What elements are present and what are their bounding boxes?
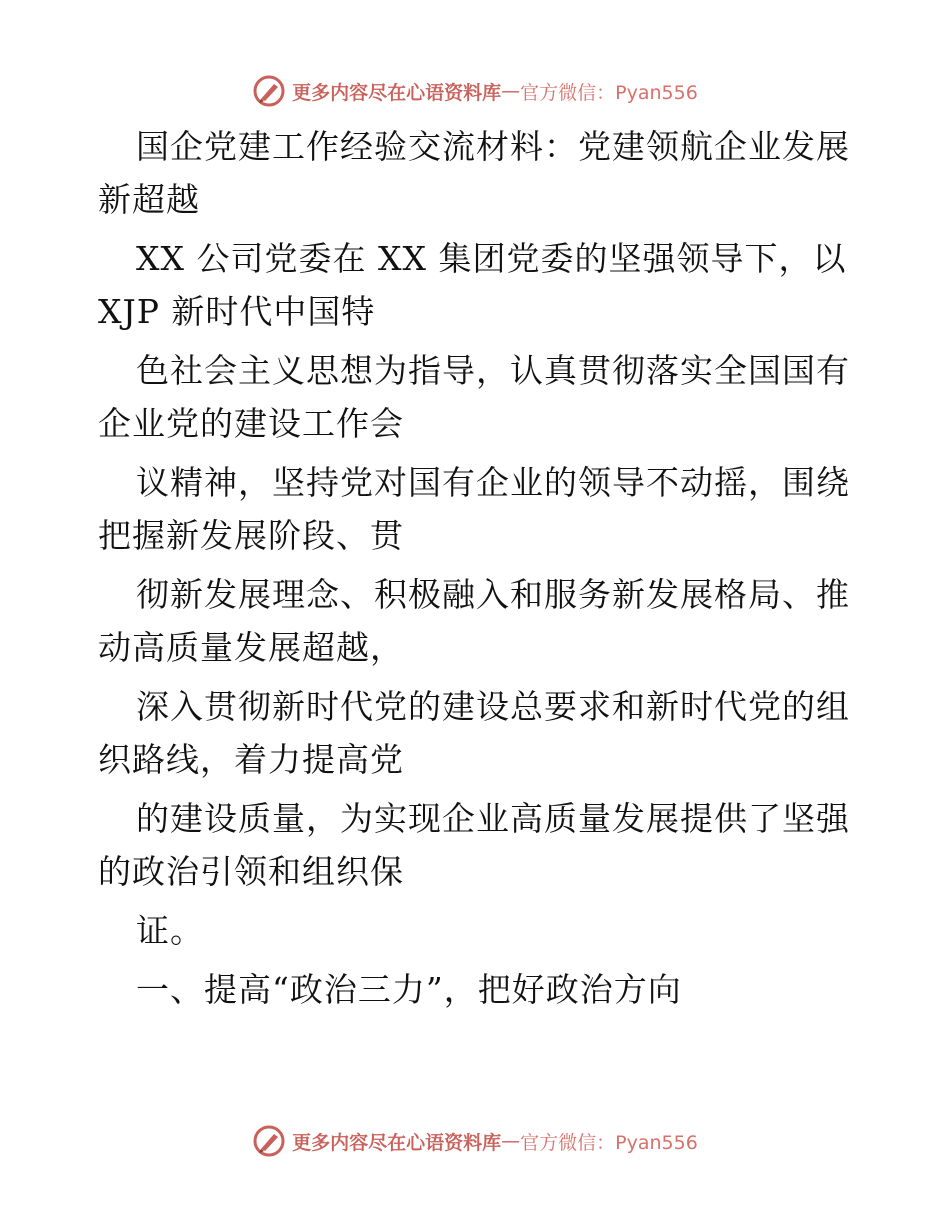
- pen-circle-logo-icon: [252, 1124, 286, 1158]
- body-paragraph-3: 议精神，坚持党对国有企业的领导不动摇，围绕把握新发展阶段、贯: [98, 463, 850, 555]
- document-title: 国企党建工作经验交流材料：党建领航企业发展新超越: [98, 127, 850, 219]
- body-paragraph-5: 深入贯彻新时代党的建设总要求和新时代党的组织路线，着力提高党: [98, 687, 850, 779]
- watermark-contact: 官方微信：Pyan556: [520, 81, 698, 104]
- watermark-brand: 更多内容尽在心语资料库: [292, 81, 502, 104]
- footer-watermark: [0, 1124, 950, 1158]
- section-heading-1: 一、提高“政治三力”，把好政治方向: [136, 970, 682, 1009]
- pen-circle-logo-icon: [252, 74, 286, 108]
- document-body: [98, 120, 858, 1016]
- body-paragraph-2: 色社会主义思想为指导，认真贯彻落实全国国有企业党的建设工作会: [98, 351, 850, 443]
- body-paragraph-1: XX 公司党委在 XX 集团党委的坚强领导下，以 XJP 新时代中国特: [98, 239, 847, 331]
- watermark-brand: 更多内容尽在心语资料库: [292, 1131, 502, 1154]
- body-paragraph-4: 彻新发展理念、积极融入和服务新发展格局、推动高质量发展超越，: [98, 575, 850, 667]
- body-paragraph-6: 的建设质量，为实现企业高质量发展提供了坚强的政治引领和组织保: [98, 799, 850, 891]
- header-watermark: [0, 74, 950, 108]
- watermark-separator: —: [501, 80, 521, 102]
- watermark-contact: 官方微信：Pyan556: [520, 1131, 698, 1154]
- watermark-separator: —: [501, 1130, 521, 1152]
- body-paragraph-7: 证。: [136, 911, 204, 950]
